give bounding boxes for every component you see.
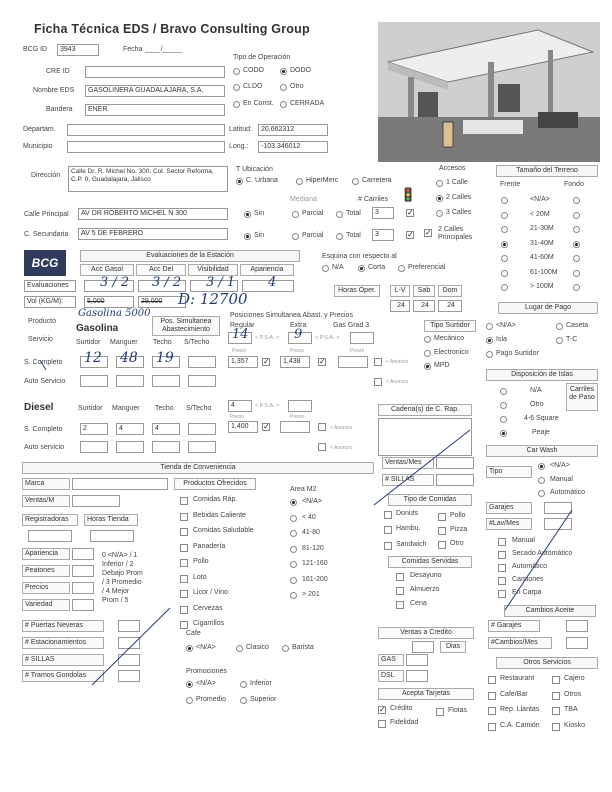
municipio-label: Municipio: [23, 143, 53, 150]
en-const-label: En Const.: [243, 100, 274, 107]
surtidor-header: Surtidor: [76, 339, 101, 346]
diesel-check[interactable]: ✓: [263, 422, 270, 431]
promociones-label: Promociones: [186, 668, 227, 675]
cw-option-check[interactable]: [498, 577, 506, 585]
psa-extra-label: < P.S.A. >: [315, 335, 340, 341]
principal-carriles-value: 3: [375, 209, 379, 216]
diesel-manguer-value: 4: [119, 425, 123, 432]
car-wash-tipo-label: Tipo: [486, 466, 532, 478]
frente-radio-5[interactable]: [501, 270, 508, 277]
longitud-value: -103.346012: [261, 143, 301, 150]
terreno-option-label: 21-30M: [530, 225, 554, 232]
cadena-header: Cadena(s) de C. Rap.: [378, 404, 472, 416]
tramos-label: # Tramos Gondolas: [22, 670, 104, 682]
anuncio-as-label: < Anuncio: [386, 379, 409, 385]
diesel-surtidor-value: 2: [83, 425, 87, 432]
servicio-label: Servicio: [28, 336, 53, 343]
extra-pos-hw: 9: [294, 327, 303, 342]
tipo-comidas-header: Tipo de Comidas: [388, 494, 472, 506]
producto-check[interactable]: [180, 544, 188, 552]
acceso-1-label: 1 Calle: [446, 179, 468, 186]
pollo-label: Pollo: [450, 512, 466, 519]
cw-option-label: En Carpa: [512, 589, 542, 596]
producto-check[interactable]: [180, 559, 188, 567]
ca-camion-label: C.A. Camión: [500, 722, 540, 729]
area-radio[interactable]: [290, 515, 297, 522]
acc-del-hw: 3 / 2: [152, 275, 182, 290]
producto-check[interactable]: [180, 590, 188, 598]
vol-hw-note: D: 12700: [178, 290, 248, 308]
otro-op-label: Otro: [290, 83, 304, 90]
cadena-strike-line: [374, 430, 470, 505]
diesel-surtidor-header: Surtidor: [78, 405, 103, 412]
horas-dom-value: 24: [447, 302, 455, 309]
diesel-anuncio-label: < Anuncio: [330, 425, 353, 431]
variedad-label: Variedad: [22, 599, 70, 611]
conveniencia-header: Tienda de Conveniencia: [22, 462, 374, 474]
ventas-m-label: Ventas/M: [22, 495, 70, 507]
precio-extra-value: 1,438: [283, 358, 301, 365]
fondo-label: Fondo: [564, 181, 584, 188]
aceite-garajes-label: # Garajes: [488, 620, 540, 632]
producto-label: Licor / Vino: [193, 589, 228, 596]
bandera-label: Bandera: [46, 106, 73, 113]
cw-option-check[interactable]: [498, 538, 506, 546]
area-radio[interactable]: [290, 499, 297, 506]
fondo-radio-0[interactable]: [573, 197, 580, 204]
carretera-label: Carretera: [362, 177, 392, 184]
conv-sillas-label: # SILLAS: [22, 654, 104, 666]
comidas-servidas-header: Comidas Servidas: [388, 556, 472, 568]
mecanico-label: Mecánico: [434, 335, 464, 342]
secundaria-check[interactable]: ✓: [407, 230, 414, 239]
tba-label: TBA: [564, 706, 578, 713]
producto-label: Cigarrillos: [193, 620, 225, 627]
otros-servicios-header: Otros Servicios: [496, 657, 598, 669]
flotas-label: Flotas: [448, 707, 468, 714]
cw-na-label: <N/A>: [550, 462, 570, 469]
bandera-value: ENER: [88, 106, 108, 113]
marca-label: Marca: [22, 478, 70, 490]
frente-label: Frente: [500, 181, 521, 188]
mpd-label: MPD: [434, 362, 450, 369]
islas-otro-label: Otro: [530, 401, 544, 408]
gasolina-hw-note: Gasolina 5000: [78, 308, 151, 319]
visibilidad-header: Visibilidad: [188, 264, 238, 276]
otro-comida-label: Otro: [450, 540, 464, 547]
accesos-label: Accesos: [439, 165, 466, 172]
terreno-header: Tamaño del Terreno: [496, 165, 598, 177]
regular-header: Regular: [230, 322, 255, 329]
diesel-auto-servicio-label: Auto servicio: [24, 444, 65, 451]
diesel-precio2-label: Precio: [290, 414, 305, 420]
carriles-paso-header: Carriles de Paso: [566, 383, 598, 411]
producto-check[interactable]: [180, 497, 188, 505]
producto-label: Panadería: [193, 542, 226, 550]
terreno-option-label: < 20M: [530, 210, 550, 218]
rep-llantas-label: Rep. Llantas: [500, 706, 540, 713]
codo-label: CODO: [243, 67, 264, 74]
pos-simultanea-header: Pos. Simultanea Abastecimiento: [152, 316, 220, 336]
latitud-value: 20.662312: [261, 126, 295, 133]
donuts-label: Donuts: [396, 510, 419, 517]
promo-promedio-label: Promedio: [196, 696, 226, 703]
cw-option-label: Automático: [512, 563, 548, 570]
cafe-clasico-label: Clasico: [246, 644, 269, 651]
calle-principal-label: Calle Principal: [24, 211, 69, 218]
latitud-label: Latitud:: [229, 126, 252, 133]
acc-del-header: Acc Del: [136, 264, 186, 276]
bcg-id-label: BCG ID: [23, 46, 48, 53]
frente-radio-3[interactable]: [501, 241, 508, 248]
dodo-label: DODO: [290, 67, 311, 74]
cambios-mes-label: #Cambios/Mes: [488, 637, 552, 649]
hambu-label: Hambu.: [396, 525, 421, 532]
islas-header: Disposición de Islas: [486, 369, 598, 381]
tarjetas-header: Acepta Tarjetas: [378, 688, 474, 700]
dos-principales-label: 2 Calles Principales: [438, 226, 473, 241]
cre-id-label: CRE ID: [46, 68, 70, 75]
gasolina-label: Gasolina: [76, 323, 119, 334]
longitud-label: Long.:: [229, 143, 249, 150]
terreno-option-label: 31-40M: [530, 239, 554, 247]
auto-servicio-label: Auto Servicio: [24, 378, 66, 385]
cafe-bar-label: Cafe/Bar: [500, 691, 528, 698]
estacionamientos-label: # Estacionamientos: [22, 637, 104, 649]
lugar-pago-header: Lugar de Pago: [498, 302, 598, 314]
frente-radio-1[interactable]: [501, 212, 508, 219]
tick-mark: [40, 360, 46, 370]
esquina-pref-label: Preferencial: [408, 264, 446, 271]
page-title: Ficha Técnica EDS / Bravo Consulting Group: [34, 22, 310, 36]
cw-option-label: Manual: [512, 537, 535, 544]
horas-lv-value: 24: [397, 302, 405, 309]
vol-gasol-value: 5,000: [87, 298, 105, 305]
secundaria-sin-label: Sin: [254, 232, 265, 239]
horas-dom-header: Dom: [438, 285, 462, 297]
area-option-label: <N/A>: [302, 498, 322, 505]
restaurant-label: Restaurant: [500, 675, 535, 682]
acceso-2-label: 2 Calles: [446, 194, 472, 201]
acc-gasol-header: Acc Gasol: [80, 264, 134, 276]
gas-techo-hw: 19: [156, 350, 174, 366]
horas-tienda-label: Horas Tienda: [84, 514, 138, 526]
dos-principales-check[interactable]: ✓: [425, 228, 432, 237]
area-option-label: 161-200: [302, 575, 328, 583]
sandwich-label: Sandwich: [396, 541, 427, 548]
visibilidad-hw: 3 / 1: [206, 275, 236, 290]
rating-scale-item: / 4 Mejor: [102, 588, 130, 595]
cafe-barista-label: Barista: [292, 644, 314, 651]
fondo-radio-2[interactable]: [573, 226, 580, 233]
fidelidad-label: Fidelidad: [390, 719, 419, 726]
nombre-label: Nombre EDS: [33, 87, 75, 94]
cw-option-check[interactable]: [498, 551, 506, 559]
direccion-field[interactable]: Calle Dr. R. Michel No. 300, Col. Sector Reforma, C.P. 0, Guadalajara, Jalisco: [68, 166, 228, 192]
esquina-corta-label: Corta: [368, 264, 386, 271]
fecha-label: Fecha: [123, 46, 143, 53]
secundaria-carriles-value: 3: [375, 231, 379, 238]
islas-peaje-label: Peaje: [532, 429, 550, 436]
cldo-label: CLDO: [243, 83, 263, 90]
pago-na-label: <N/A>: [496, 322, 516, 329]
cerrada-label: CERRADA: [290, 100, 325, 107]
terreno-option-label: <N/A>: [530, 196, 550, 203]
producto-label: Comidas Ráp.: [193, 496, 238, 503]
frente-radio-0[interactable]: [501, 197, 508, 204]
producto-label: Comidas Saludable: [193, 527, 254, 534]
evaluaciones-header: Evaluaciones de la Estación: [80, 250, 300, 262]
s-completo-label: S. Completo: [24, 359, 63, 366]
carriles-label: # Carriles: [358, 196, 388, 203]
area-option-label: 121-160: [302, 560, 328, 567]
frente-radio-2[interactable]: [501, 226, 508, 233]
posiciones-label: Posiciones Simultanea Abast. y Precios: [230, 312, 353, 319]
principal-sin-label: Sin: [254, 210, 265, 217]
area-radio[interactable]: [290, 546, 297, 553]
anuncio-gas-label: < Anuncio: [386, 359, 409, 365]
cw-option-label: Camiones: [512, 576, 544, 583]
diesel-manguer-header: Manguer: [112, 405, 140, 412]
departamento-label: Departam.: [23, 126, 56, 133]
techo-header: Techo: [153, 339, 172, 346]
terreno-option-label: > 100M: [530, 283, 554, 290]
principal-check[interactable]: ✓: [407, 208, 414, 217]
diesel-precio-label: Precio: [230, 414, 245, 420]
fondo-radio-3[interactable]: [573, 241, 580, 248]
bcg-id-value: 3943: [60, 46, 76, 53]
fondo-radio-5[interactable]: [573, 270, 580, 277]
extra-check[interactable]: ✓: [319, 357, 326, 366]
dsl-label: DSL: [378, 670, 404, 682]
islas-na-label: N/A: [530, 387, 542, 394]
urbana-label: C. Urbana: [246, 177, 278, 184]
desayuno-label: Desayuno: [410, 572, 442, 579]
bcg-logo: BCG: [24, 250, 66, 276]
otros-label: Otros: [564, 691, 582, 698]
cajero-label: Cajero: [564, 675, 585, 682]
secundaria-total-label: Total: [346, 232, 361, 239]
cambios-aceite-header: Cambios Aceite: [504, 605, 596, 617]
fondo-radio-4[interactable]: [573, 255, 580, 262]
mediana-label: Mediana: [290, 196, 317, 203]
isla-label: Isla: [496, 336, 507, 343]
horas-sab-value: 24: [421, 302, 429, 309]
promo-na-label: <N/A>: [196, 680, 216, 687]
cafe-label: Cafe: [186, 630, 201, 637]
s-techo-header: S/Techo: [184, 339, 210, 346]
rating-scale-item: Debajo Prom: [102, 570, 143, 577]
pago-surtidor-label: Pago Surtidor: [496, 350, 539, 357]
diesel-as-anuncio-label: < Anuncio: [330, 445, 353, 451]
apariencia-header: Apariencia: [240, 264, 294, 276]
calle-secundaria-label: C. Secundaria: [24, 231, 69, 238]
cadena-sillas-label: # SILLAS: [382, 474, 434, 486]
area-option-label: < 40: [302, 513, 316, 521]
area-radio[interactable]: [290, 592, 297, 599]
esquina-label: Esquina con respecto al: [322, 253, 397, 260]
producto-label: Loto: [193, 573, 207, 581]
car-wash-header: Car Wash: [486, 445, 598, 457]
diesel-techo-value: 4: [155, 425, 159, 432]
registradoras-label: Registradoras: [22, 514, 78, 526]
regular-check[interactable]: ✓: [263, 357, 270, 366]
diesel-techo-header: Techo: [155, 405, 174, 412]
vol-del-value: 29,000: [141, 298, 163, 305]
electronico-label: Electronico: [434, 349, 469, 356]
cena-label: Cena: [410, 600, 427, 607]
cafe-na-label: <N/A>: [196, 644, 216, 651]
acceso-3-label: 3 Calles: [446, 209, 472, 216]
producto-label: Cervezas: [193, 604, 223, 612]
fondo-radio-6[interactable]: [573, 284, 580, 291]
acc-gasol-hw: 3 / 2: [100, 275, 130, 290]
cw-option-label: Secado Automático: [512, 550, 573, 557]
producto-label: Bebidas Caliente: [193, 511, 246, 519]
ventas-mes-label: Ventas/Mes: [382, 457, 434, 469]
gas-manguer-hw: 48: [120, 350, 138, 366]
principal-total-label: Total: [346, 210, 361, 217]
producto-check[interactable]: [180, 575, 188, 583]
precio-regular-value: 1,357: [231, 358, 249, 365]
cw-manual-label: Manual: [550, 476, 573, 483]
credito-label: Crédito: [390, 705, 413, 712]
area-label: Area M2: [290, 486, 317, 493]
garajes-label: Garajes: [486, 502, 532, 514]
rating-scale-item: / 3 Promedio: [102, 579, 142, 586]
tc-label: T-C: [566, 336, 578, 343]
terreno-option-label: 41-60M: [530, 254, 554, 261]
fondo-radio-1[interactable]: [573, 212, 580, 219]
promo-superior-label: Superior: [250, 696, 277, 703]
nombre-value: GASOLINERA GUADALAJARA, S.A.: [88, 87, 204, 94]
area-option-label: 41-80: [302, 529, 320, 536]
regular-pos-hw: 14: [232, 327, 249, 342]
caseta-label: Caseta: [566, 322, 589, 329]
productos-header: Productos Ofrecidos: [174, 478, 256, 490]
vol-label: Vol (KG/M):: [27, 298, 64, 305]
puertas-label: # Puertas Neveras: [22, 620, 104, 632]
rating-scale-item: Prom / 5: [102, 597, 129, 604]
cw-option-check[interactable]: [498, 590, 506, 598]
gas-label: GAS: [378, 654, 404, 666]
dias-label: Dias: [440, 641, 466, 653]
producto-check[interactable]: [180, 513, 188, 521]
frente-radio-4[interactable]: [501, 255, 508, 262]
precio-gas3-label: Precio: [350, 348, 365, 354]
ubicacion-label: T Ubicación: [236, 166, 273, 173]
rating-scale-item: Inferior / 2: [102, 561, 134, 568]
operation-label: Tipo de Operación: [233, 54, 291, 61]
horas-sab-header: Sab: [413, 285, 435, 297]
islas-square-label: 4-6 Square: [524, 415, 559, 422]
horas-label: Horas Oper.: [334, 285, 380, 297]
principal-parcial-label: Parcial: [302, 210, 324, 217]
psa-regular-label: < P.S.A. >: [255, 335, 280, 341]
diesel-pos-value: 4: [231, 402, 235, 409]
precios-label: Precios: [22, 582, 70, 594]
cw-auto-label: Automático: [550, 489, 586, 496]
diesel-psa-label: < P.S.A. >: [255, 403, 280, 409]
gas-grad3-header: Gas Grad 3: [333, 322, 370, 329]
gas-surtidor-hw: 12: [84, 350, 102, 366]
calle-principal-value: AV DR ROBERTO MICHEL N 300: [81, 210, 187, 217]
credito-check[interactable]: ✓: [379, 705, 386, 714]
rating-scale-item: 0 <N/A> / 1: [102, 552, 138, 559]
tipo-surtidor-header: Tipo Surtidor: [424, 320, 476, 332]
apariencia-hw: 4: [268, 275, 277, 290]
calle-secundaria-value: AV 5 DE FEBRERO: [81, 230, 144, 237]
hipermerc-label: HiperMerc: [306, 177, 339, 184]
area-option-label: > 201: [302, 591, 320, 598]
producto-check[interactable]: [180, 606, 188, 614]
kiosko-label: Kiosko: [564, 722, 586, 729]
precio-extra-label: Precio: [290, 348, 305, 354]
precio-regular-label: Precio: [232, 348, 247, 354]
producto-check[interactable]: [180, 621, 188, 629]
traffic-light-icon: 🚦: [400, 187, 417, 202]
diesel-stecho-header: S/Techo: [186, 405, 212, 412]
conv-strike-line: [92, 608, 170, 685]
evaluaciones-row-text: Evaluaciones: [27, 282, 69, 289]
horas-lv-header: L-V: [390, 285, 410, 297]
area-radio[interactable]: [290, 577, 297, 584]
diesel-precio-value: 1,400: [231, 423, 249, 430]
area-radio[interactable]: [290, 561, 297, 568]
esquina-na-label: N/A: [332, 264, 344, 271]
producto-label: Producto: [28, 318, 57, 325]
producto-label: Pollo: [193, 558, 209, 565]
direccion-label: Dirección: [31, 172, 61, 179]
frente-radio-6[interactable]: [501, 284, 508, 291]
area-option-label: 81-120: [302, 544, 324, 552]
manguer-header: Manguer: [110, 339, 138, 346]
pizza-label: Pizza: [450, 526, 468, 533]
extra-header: Extra: [290, 322, 307, 329]
producto-check[interactable]: [180, 528, 188, 536]
cw-option-check[interactable]: [498, 564, 506, 572]
ventas-credito-header: Ventas a Credito: [378, 627, 474, 639]
peatones-label: Peatones: [22, 565, 70, 577]
secundaria-parcial-label: Parcial: [302, 232, 324, 239]
apariencia-label: Apariencia: [22, 548, 70, 560]
fecha-value[interactable]: ____/_____: [145, 46, 182, 53]
diesel-label: Diesel: [24, 402, 54, 413]
lav-mes-label: #Lav/Mes: [486, 518, 532, 530]
area-radio[interactable]: [290, 530, 297, 537]
terreno-option-label: 61-100M: [530, 268, 558, 276]
almuerzo-label: Almuerzo: [410, 586, 440, 593]
diesel-s-completo-label: S. Completo: [24, 426, 63, 433]
promo-inferior-label: Inferior: [250, 680, 272, 687]
